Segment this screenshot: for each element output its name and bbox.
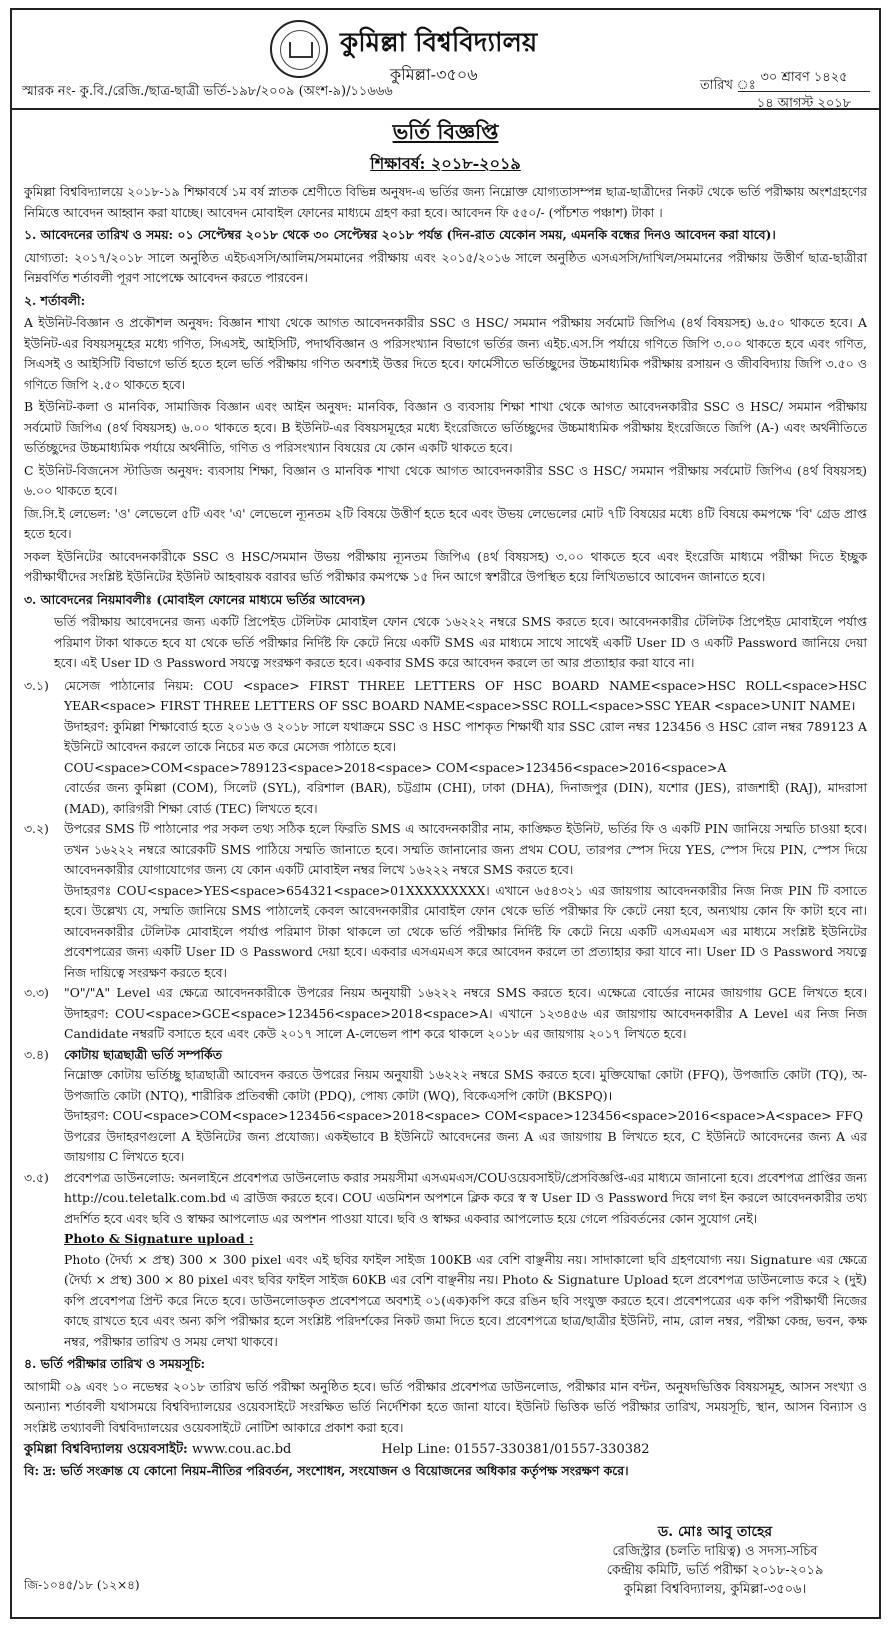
all-units-paragraph: সকল ইউনিটের আবেদনকারীকে SSC ও HSC/সমমান উভয় পরীক্ষায় ন্যূনতম জিপিএ (৪র্থ বিষয়সহ) ৩.০০ থাকতে হবে এবং ইংরেজি মাধ্যমে পরীক্ষা দিতে ইচ্ছুক পরীক্ষার্থীদের সংশ্লিষ্ট ইউনিটের ইউনিট আহবায়ক বরাবর ভর্তি পরীক্ষার কমপক্ষে ১৫ দিন আগে স্বশরীরে উপস্থিত হয়ে লিখিতভাবে আবেদন জানাতে হবে। [24, 548, 867, 584]
eligibility-paragraph: যোগ্যতা: ২০১৭/২০১৮ সালে অনুষ্ঠিত এইচএসসি/আলিম/সমমানের পরীক্ষায় এবং ২০১৫/২০১৬ সালে অনুষ্ঠিত এসএসসি/দাখিল/সমমানের পরীক্ষায় উত্তীর্ণ ছাত্র-ছাত্রীরা নিম্নবর্ণিত শর্তাবলী পূরণ সাপেক্ষে আবেদন করতে পারবেন। [24, 249, 867, 285]
conditions-heading: ২. শর্তাবলী: [24, 292, 86, 308]
rule-3-5 [24, 1168, 867, 1353]
signatory-name: ড. মোঃ আবু তাহের [657, 1524, 773, 1540]
rule-3-4-note: উপরের উদাহরণগুলো A ইউনিটের জন্য প্রযোজ্য। একইভাবে B ইউনিটে আবেদনের জন্য A এর জায়গায় B লিখতে হবে, C ইউনিটে আবেদনের জন্য A এর জায়গায় C লিখতে হবে। [64, 1128, 867, 1164]
intro-paragraph: কুমিল্লা বিশ্ববিদ্যালয়ে ২০১৮-১৯ শিক্ষাবর্ষে ১ম বর্ষ স্নাতক শ্রেণীতে বিভিন্ন অনুষদ-এ ভর্তির জন্য নিম্নোক্ত যোগ্যতাসম্পন্ন ছাত্র-ছাত্রীদের নিকট থেকে ভর্তি পরীক্ষায় অংশগ্রহণের নিমিত্তে আবেদন আহ্বান করা যাচ্ছে। আবেদন মোবাইল ফোনের মাধ্যমে গ্রহণ করা হবে। আবেদন ফি ৫৫০/- (পাঁচশত পঞ্চাশ) টাকা । [24, 184, 867, 220]
university-logo-icon [270, 20, 328, 78]
photo-upload-title: Photo & Signature upload : [64, 1231, 254, 1246]
unit-a-paragraph: A ইউনিট-বিজ্ঞান ও প্রকৌশল অনুষদ: বিজ্ঞান শাখা থেকে আগত আবেদনকারীর SSC ও HSC/ সমমান পরীক্ষায় সর্বমোট জিপিএ (৪র্থ বিষয়সহ) ৬.৫০ থাকতে হবে। A ইউনিট-এর বিষয়সমূহের মধ্যে গণিত, সিএসই, আইসিটি, পদার্থবিজ্ঞান ও পরিসংখ্যান বিভাগে ভর্তির জন্য এইচ.এস.সি পর্যায়ে গণিতে জিপি ৩.০০ থাকতে হবে এবং গণিত, সিএসই ও আইসিটি বিভাগে ভর্তি হতে হলে ভর্তি পরীক্ষায় গণিত অবশ্যই উত্তর দিতে হবে। ফার্মেসীতে ভর্তিচ্ছুদের উচ্চমাধ্যমিক পরীক্ষায় রসায়ন ও জীববিদ্যায় জিপি ৩.৫০ ও গণিতে জিপি ২.৫০ থাকতে হবে। [24, 315, 867, 392]
rule-3-2-number: ৩.২) [24, 821, 49, 836]
rule-3-1-text: মেসেজ পাঠানোর নিয়ম: COU <space> FIRST THREE LETTERS OF HSC BOARD NAME<space>HSC ROLL<space>HSC YEAR<space> FIRST THREE LETTERS OF SSC BOARD NAME<space>SSC ROLL<space>SSC YEAR <space>UNIT NAME। [64, 677, 867, 713]
photo-upload-text: Photo (দৈর্ঘ্য × প্রস্থ) 300 × 300 pixel এবং এই ছবির ফাইল সাইজ 100KB এর বেশি বাঞ্ছনীয় নয়। সাদাকালো ছবি গ্রহণযোগ্য নয়। Signature এর ক্ষেত্রে (দৈর্ঘ্য × প্রস্থ) 300 × 80 pixel এবং ছবির ফাইল সাইজ 60KB এর বেশি বাঞ্ছনীয় নয়। Photo & Signature Upload হলে প্রবেশপত্র ডাউনলোড করে ২ (দুই) কপি প্রবেশপত্র প্রিন্ট করে নিতে হবে। ডাউনলোডকৃত প্রবেশপত্রে অবশ্যই ০১(এক)কপি করে রঙিন ছবি সংযুক্ত করতে হবে। প্রবেশপত্রের এক কপি পরীক্ষার্থী নিজের কাছে রাখতে হবে এবং অন্য কপি পরীক্ষার হলে সংশ্লিষ্ট পরিদর্শকের নিকট জমা দিতে হবে। প্রবেশপত্রে ছাত্র/ছাত্রীর ইউনিট, নাম, রোল নম্বর, পরীক্ষা কেন্দ্র, ভবন, কক্ষ নম্বর, পরীক্ষার তারিখ ও সময় লেখা থাকবে। [64, 1251, 867, 1349]
rule-3-3-text: "O"/"A" Level এর ক্ষেত্রে আবেদনকারীকে উপরের নিয়ম অনুযায়ী ১৬২২২ নম্বরে SMS করতে হবে। এক্ষেত্রে বোর্ডের নামের জায়গায় GCE লিখতে হবে। উদাহরণ: COU<space>GCE<space>123456<space>2018<space>A। এখানে ১২৩৪৫৬ এর জায়গায় আবেদনকারীর A Level এর নিজ নিজ Candidate নম্বরটি বসাতে হবে এবং কেউ ২০১৭ সালে A-লেভেল পাশ করে থাকলে ২০১৮ এর জায়গায় ২০১৭ লিখতে হবে। [64, 985, 867, 1041]
university-city: কুমিল্লা-৩৫০৬ [390, 65, 478, 84]
rule-3-2-text: উপরের SMS টি পাঠানোর পর সকল তথ্য সঠিক হলে ফিরতি SMS এ আবেদনকারীর নাম, কাঙ্ক্ষিত ইউনিট, ভর্তির ফি ও একটি PIN জানিয়ে সম্মতি চাওয়া হবে। তখন ১৬২২২ নম্বরে আরেকটি SMS পাঠিয়ে সম্মতি জানাতে হবে। সম্মতি জানানোর জন্য প্রথম COU, তারপর স্পেস দিয়ে YES, স্পেস দিয়ে PIN, স্পেস দিয়ে আবেদনকারীর যোগাযোগের জন্য যে কোন একটি মোবাইল নম্বর লিখে ১৬২২২ নম্বরে SMS করতে হবে। [64, 821, 867, 877]
rule-3-2 [24, 819, 867, 983]
date-label: তারিখ ঃ [700, 78, 756, 93]
gce-paragraph: জি.সি.ই লেভেল: 'ও' লেভেলে ৫টি এবং 'এ' লেভেলে ন্যূনতম ২টি বিষয়ে উত্তীর্ণ হতে হবে এবং উভয় লেভেলের মোট ৭টি বিষয়ের মধ্যে ৪টি বিষয়ে কমপক্ষে 'বি' গ্রেড প্রাপ্ত হতে হবে। [24, 505, 867, 541]
signatory-designation: রেজিস্ট্রার (চলতি দায়িত্ব) ও সদস্য-সচিব [612, 1544, 818, 1559]
rule-3-1-sms: COU<space>COM<space>789123<space>2018<space> COM<space>123456<space>2016<space>A [64, 759, 727, 775]
footer-code: জি-১০৪৫/১৮ (১২×৪) [24, 1578, 140, 1592]
nb-note: বি: দ্র: ভর্তি সংক্রান্ত যে কোনো নিয়ম-নীতির পরিবর্তন, সংশোধন, সংযোজন ও বিয়োজনের অধিকার কর্তৃপক্ষ সংরক্ষণ করে। [24, 1462, 629, 1478]
helpline: Help Line: 01557-330381/01557-330382 [381, 1442, 650, 1457]
rules-heading: ৩. আবেদনের নিয়মাবলীঃ (মোবাইল ফোনের মাধ্যমে ভর্তির আবেদন) [24, 591, 366, 607]
memo-number: স্মারক নং- কু.বি./রেজি./ছাত্র-ছাত্রী ভর্তি-১৯৮/২০০৯ (অংশ-৯)/১১৬৬৬ [22, 84, 393, 99]
signature-block [565, 1523, 865, 1599]
rule-3-3-number: ৩.৩) [24, 985, 49, 1000]
signatory-committee: কেন্দ্রীয় কমিটি, ভর্তি পরীক্ষা ২০১৮-২০১৯ [606, 1563, 824, 1578]
unit-c-paragraph: C ইউনিট-বিজনেস স্টাডিজ অনুষদ: ব্যবসায় শিক্ষা, বিজ্ঞান ও মানবিক শাখা থেকে আগত আবেদনকারীর SSC ও HSC/ সমমান পরীক্ষায় সর্বমোট জিপিএ (৪র্থ বিষয়সহ) ৬.০০ থাকতে হবে। [24, 462, 867, 498]
contact-line [24, 1440, 867, 1461]
rule-3-1 [24, 676, 867, 820]
notice-body [12, 182, 879, 1481]
letterhead [12, 10, 879, 110]
website-label: কুমিল্লা বিশ্ববিদ্যালয় ওয়েবসাইট: [24, 1442, 188, 1457]
rules-paragraph: ভর্তি পরীক্ষায় আবেদনের জন্য একটি প্রিপেইড টেলিটক মোবাইল ফোন থেকে ১৬২২২ নম্বরে SMS করতে হবে। আবেদনকারীর টেলিটক প্রিপেইড মোবাইলে পর্যাপ্ত পরিমাণ টাকা থাকতে হবে যা থেকে ভর্তি পরীক্ষার নির্দিষ্ট ফি কেটে নিয়ে একটি SMS এর মাধ্যমে সাথে সাথেই একটি User ID ও একটি Password জানিয়ে দেয়া হবে। এই User ID ও Password সযত্নে সংরক্ষণ করতে হবে। একবার SMS করে আবেদন করলে তা আর প্রত্যাহার করা যাবে না। [54, 614, 867, 670]
rule-3-4-text: নিম্নোক্ত কোটায় ভর্তিচ্ছু ছাত্রছাত্রী আবেদন করতে উপরের নিয়ম অনুযায়ী ১৬২২২ নম্বরে SMS করতে হবে। মুক্তিযোদ্ধা কোটা (FFQ), উপজাতি কোটা (TQ), অ-উপজাতি কোটা (NTQ), শারীরিক প্রতিবন্ধী কোটা (PDQ), পোষ্য কোটা (WQ), বিকেএসপি কোটা (BKSPQ)। [64, 1067, 867, 1103]
unit-b-paragraph: B ইউনিট-কলা ও মানবিক, সামাজিক বিজ্ঞান এবং আইন অনুষদ: মানবিক, বিজ্ঞান ও ব্যবসায় শিক্ষা শাখা থেকে আগত আবেদনকারীর SSC ও HSC/ সমমান পরীক্ষায় সর্বমোট জিপিএ (৪র্থ বিষয়সহ) ৬.০০ থাকতে হবে। B ইউনিট-এর বিষয়সমূহের মধ্যে ইংরেজিতে ভর্তিচ্ছুদের উচ্চমাধ্যমিক পরীক্ষায় ইংরেজিতে জিপি (A-) এবং অর্থনীতিতে ভর্তিচ্ছুদের উচ্চমাধ্যমিক পর্যায়ে অর্থনীতি, গণিত ও পরিসংখ্যান বিষয়ের যে কোন একটি থাকতে হবে। [24, 399, 867, 455]
date-english: ১৪ আগস্ট ২০১৮ [756, 96, 852, 111]
application-date: ১. আবেদনের তারিখ ও সময়: ০১ সেপ্টেম্বর ২০১৮ থেকে ৩০ সেপ্টেম্বর ২০১৮ পর্যন্ত (দিন-রাত যেকোন সময়, এমনকি বন্ধের দিনও আবেদন করা যাবে)। [24, 227, 776, 242]
rule-3-2-example: উদাহরণঃ COU<space>YES<space>654321<space>01XXXXXXXXX। এখানে ৬৫৪৩২১ এর জায়গায় আবেদনকারীর নিজ নিজ PIN টি বসাতে হবে। উল্লেখ্য যে, সম্মতি জানিয়ে SMS পাঠালেই কেবল আবেদনকারীর মোবাইল ফোন থেকে ভর্তি পরীক্ষার ফি কেটে নেয়া হবে, অন্যথায় কোন ফি কাটা হবে না। আবেদনকারীর টেলিটক মোবাইলে পর্যাপ্ত পরিমাণ টাকা থাকলে তা থেকে ভর্তি পরীক্ষার নির্দিষ্ট ফি কেটে নিয়ে একটি এসএমএস এর মাধ্যমে সংশ্লিষ্ট ইউনিটের প্রবেশপত্রের জন্য একটি User ID ও Password দেয়া হবে। একবার এসএমএস করে আবেদন করলে তা প্রত্যাহার করা যাবে না। User ID ও Password সযত্নে নিজ দায়িত্বে সংরক্ষণ করতে হবে। [64, 882, 867, 980]
rule-3-5-text: প্রবেশপত্র ডাউনলোড: অনলাইনে প্রবেশপত্র ডাউনলোড করার সময়সীমা এসএমএস/COUওয়েবসাইট/প্রেসবিজ্ঞপ্তি-এর মাধ্যমে জানানো হবে। প্রবেশপত্র প্রাপ্তির জন্য http://cou.teletalk.com.bd এ ব্রাউজ করতে হবে। COU এডমিশন অপশনে ক্লিক করে স্ব স্ব User ID ও Password দিয়ে লগ ইন করলে আবেদনকারীর তথ্য প্রদর্শিত হবে এবং ছবি ও স্বাক্ষর আপলোড এর অপশন পাওয়া যাবে। ছবি ও স্বাক্ষর একবার আপলোড হয়ে গেলে পরিবর্তনের কোন সুযোগ নেই। [64, 1169, 867, 1226]
notice-page [10, 8, 881, 1619]
rule-3-3 [24, 983, 867, 1045]
session-title: শিক্ষাবর্ষ: ২০১৮-২০১৯ [370, 154, 521, 173]
date-box [738, 66, 870, 117]
exam-date-paragraph: আগামী ০৯ এবং ১০ নভেম্বর ২০১৮ তারিখ ভর্তি পরীক্ষা অনুষ্ঠিত হবে। ভর্তি পরীক্ষার প্রবেশপত্র ডাউনলোড, পরীক্ষার মান বন্টন, অনুষদভিত্তিক বিষয়সমূহ, আসন সংখ্যা ও অন্যান্য শর্তাবলী যথাসময়ে বিশ্ববিদ্যালয়ের ওয়েবসাইটে সংরক্ষিত ভর্তি নির্দেশিকা হতে জানা যাবে। ইউনিট ভিত্তিক ভর্তি পরীক্ষার তারিখ, সময়সূচি, স্থান, আসন বিন্যাস ও সংশ্লিষ্ট তথ্যাবলী বিশ্ববিদ্যালয়ের ওয়েবসাইটে নোটিশ আকারে প্রকাশ করা হবে। [24, 1378, 867, 1435]
rule-3-1-boards: বোর্ডের জন্য কুমিল্লা (COM), সিলেট (SYL), বরিশাল (BAR), চট্টগ্রাম (CHI), ঢাকা (DHA), দিনাজপুর (DIN), যশোর (JES), রাজশাহী (RAJ), মাদরাসা (MAD), কারিগরী শিক্ষা বোর্ড (TEC) লিখতে হবে। [64, 780, 867, 816]
rule-3-4-example: উদাহরণ: COU<space>COM<space>123456<space>2018<space> COM<space>123456<space>2016<space>A<space> FFQ [64, 1108, 863, 1123]
notice-title: ভর্তি বিজ্ঞপ্তি [392, 119, 499, 144]
rule-3-1-example: উদাহরণ: কুমিল্লা শিক্ষাবোর্ড হতে ২০১৬ ও ২০১৮ সালে যথাক্রমে SSC ও HSC পাশকৃত শিক্ষার্থী যার SSC রোল নম্বর 123456 ও HSC রোল নম্বর 789123 A ইউনিটে আবেদন করলে তাকে নিচের মত করে মেসেজ পাঠাতে হবে। [64, 718, 867, 754]
website-link[interactable]: www.cou.ac.bd [191, 1442, 292, 1457]
date-bangla: ৩০ শ্রাবণ ১৪২৫ [738, 66, 870, 92]
rule-3-5-number: ৩.৫) [24, 1169, 49, 1185]
rule-3-4 [24, 1045, 867, 1168]
rule-3-4-number: ৩.৪) [24, 1046, 49, 1062]
rule-3-4-title: কোটায় ছাত্রছাত্রী ভর্তি সম্পর্কিত [64, 1046, 222, 1062]
signatory-address: কুমিল্লা বিশ্ববিদ্যালয়, কুমিল্লা-৩৫০৬। [623, 1582, 807, 1597]
university-name: কুমিল্লা বিশ্ববিদ্যালয় [340, 28, 538, 58]
exam-date-heading: ৪. ভর্তি পরীক্ষার তারিখ ও সময়সূচি: [24, 1356, 206, 1371]
rule-3-1-number: ৩.১) [24, 677, 49, 693]
